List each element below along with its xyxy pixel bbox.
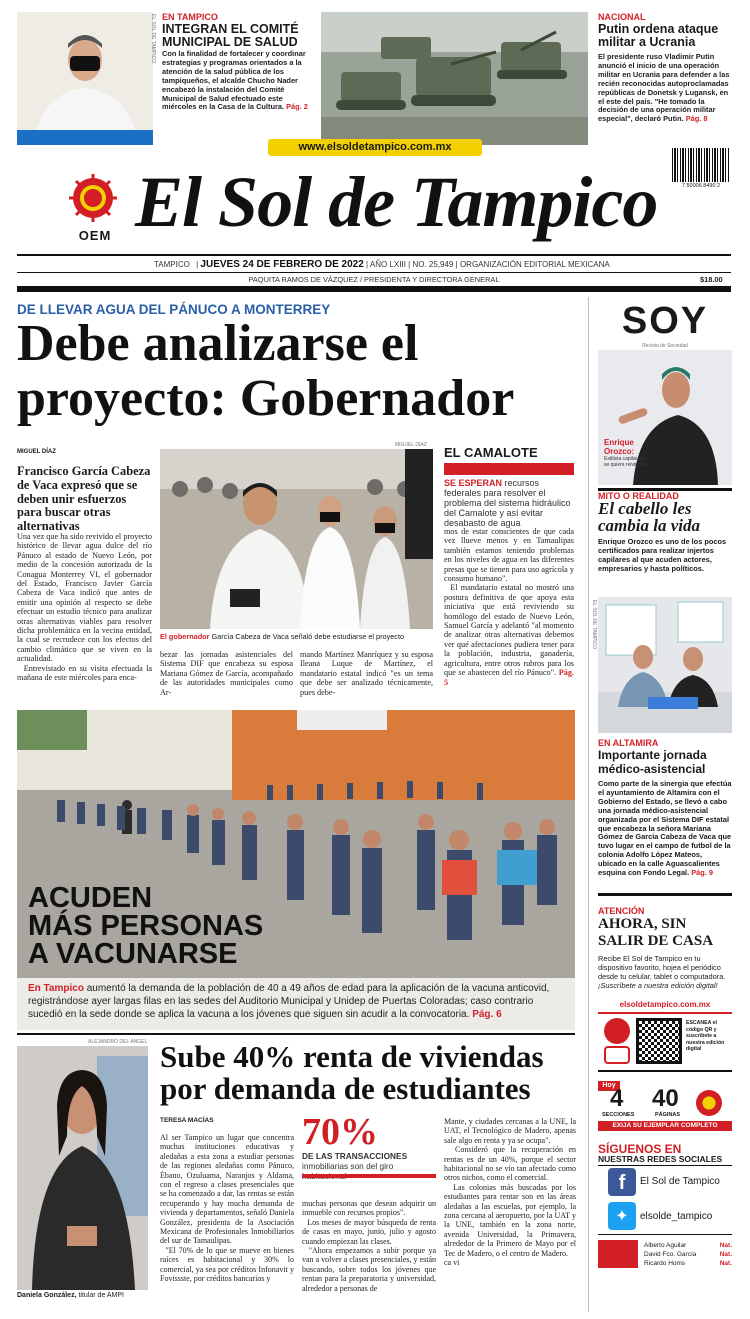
alt-headline[interactable]: Importante jornada médico-asistencial — [598, 748, 707, 776]
app-logo-icon — [604, 1018, 630, 1044]
rail-rule-2 — [598, 893, 732, 896]
sections-count: 4 — [610, 1085, 624, 1112]
alt-kicker: EN ALTAMIRA — [598, 738, 659, 748]
columnist-row[interactable]: Alberto Aguilar Nat. — [644, 1242, 732, 1249]
myth-text: Enrique Orozco es uno de los pocos certificados para realizar injertos capilares al que acuden actores, empresarios y hasta políticos. — [598, 537, 727, 573]
price: $18.00 — [700, 275, 723, 284]
teaser-left-body: Con la finalidad de fortalecer y coordinar estrategias y programas orientados a la atención de la salud pública de los tampiqueños, el alcalde Chucho Nader encabezó la instalación del Comité Municipal de Salud efectuado este miércoles en la Casa de la Cultura. Pág. 2 — [162, 49, 308, 112]
vaccine-headline-line1: ACUDEN — [28, 882, 153, 914]
att-url[interactable]: elsoldetampico.com.mx — [619, 1000, 711, 1009]
lead-photo-credit: MIGUEL DÍAZ — [395, 442, 427, 448]
teaser-right-kicker: NACIONAL — [598, 12, 646, 22]
pages-label: PÁGINAS — [655, 1112, 681, 1118]
vaccine-headline[interactable] — [28, 884, 263, 968]
camalote-bar — [444, 463, 574, 475]
lead-col1: Una vez que ha sido revivido el proyecto histórico de llevar agua dulce del río Pánuco al estado de Nuevo León, por medio de la concesión autorizada de la Conagua Monterrey VI, el gobernador del Estado, Francisco Javier García Cabeza de Vaca indicó que antes de emitir una opinión al respecto se debe efectuar un estudio técnico para analizar otras alternativas viables para resolver dicha problemática en la vecina entidad, la cual se recrudece con los efectos del cambio climático que se viven en la actualidad. Entrevistado en su visita efectuada la mañana de este miércoles para enca- — [17, 532, 152, 683]
teaser-photo-credit: EL SOL DE TAMPICO — [150, 14, 156, 64]
housing-photo-caption: Daniela González, titular de AMPI — [17, 1292, 125, 1299]
sections-label: SECCIONES — [602, 1112, 635, 1118]
lead-photo-governor — [160, 449, 433, 629]
housing-col2: muchas personas que desean adquirir un inmueble con recursos propios". Los meses de mayor búsqueda de renta de casas en mayo, junio, julio y agosto cuando empiezan las clases. "Ahora empezamos a subir porque ya van a volver a clases presenciales, y están buscando, sobre todos los jóvenes que rentan para la preparatoria y universidad, alrededor a personas de — [302, 1199, 437, 1293]
rail-rule-3 — [598, 1070, 732, 1072]
vaccine-headline-line2: MÁS PERSONAS — [28, 910, 264, 942]
teaser-photo-mayor — [17, 12, 153, 145]
qr-text: ESCANEA el código QR y suscríbete a nuestra edición digital — [686, 1020, 725, 1052]
myth-kicker: MITO O REALIDAD — [598, 491, 679, 501]
follow-rule-2 — [598, 1234, 732, 1235]
oem-sun-logo — [66, 174, 120, 224]
alt-photo — [598, 597, 732, 733]
columnists-logo — [598, 1240, 638, 1268]
lead-kicker: DE LLEVAR AGUA DEL PÁNUCO A MONTERREY — [17, 302, 331, 317]
soy-name: Enrique Orozco: Estilista capilar que se quiere reivindicar — [604, 438, 649, 468]
housing-col1: Al ser Tampico un lugar que concentra muchas instituciones educativas y aledañas a esta zona a estudiar personas de las regiones aledañas como Pánuco, Ébano, Ozuluama, Naranjos y Aldama, con el regreso a clases presenciales que se ha comenzado a dar, las rentas se están recuperando y hay mucha demanda de vivienda y departamentos, señaló Daniela González, presidenta de la Asociación Mexicana de Profesionales Inmobiliarios del sur de Tamaulipas. "El 70% de lo que se mueve en bienes raíces es habitacional y 30% lo comercial, ya sea por créditos Infonavit y Fovissste, por créditos bancarios y — [160, 1133, 294, 1284]
teaser-left-headline[interactable]: INTEGRAN EL COMITÉ MUNICIPAL DE SALUD — [162, 22, 299, 49]
att-kicker: ATENCIÓN — [598, 906, 645, 916]
pages-count: 40 — [652, 1085, 679, 1112]
teaser-photo-tanks — [321, 12, 588, 145]
housing-photo-credit: ALEJANDRO DEL ÁNGEL — [88, 1039, 148, 1045]
columnist-row[interactable]: David Fco. García Nat. — [644, 1251, 732, 1258]
alt-text: Como parte de la sinergia que efectúa el ayuntamiento de Altamira con el Gobierno del Estado, se llevó a cabo una jornada médico-asistencial organizada por el Sistema DIF estatal que encabeza la señora Mariana Gómez de García Cabeza de Vaca que tuvo lugar en el campo de futbol de la colonia Adolfo López Mateos, ubicado en la calle Aguascalientes esquina con Fondo Legal. Pág. 9 — [598, 779, 732, 878]
follow-sub: NUESTRAS REDES SOCIALES — [598, 1154, 723, 1164]
soy-sub: Revista de Sociedad — [642, 343, 688, 349]
mayor-illustration — [17, 12, 153, 145]
lead-headline[interactable]: Debe analizarse el proyecto: Gobernador — [17, 315, 515, 427]
vaccine-caption: En Tampico aumentó la demanda de la población de 40 a 49 años de edad para la aplicación de la vacuna anticovid, registrándose ayer largas filas en las sedes del Auditorio Municipal y Unidep de Puertas Coloradas; caso contrario sucedió en la sede donde se aplica la vacuna a los jóvenes que siguen sin acudir a la convocatoria. Pág. 6 — [28, 983, 550, 1020]
housing-stat-bar — [302, 1174, 436, 1178]
site-url-banner[interactable]: www.elsoldetampico.com.mx — [268, 139, 482, 156]
tanks-illustration — [321, 12, 588, 145]
housing-col3: Mante, y ciudades cercanas a la UNE, la UAT, el Tecnológico de Madero, apenas sale algo en renta y ya se ocupa". Consideró que la recuperación en rentas es de un 40%, porque el sector habitacional no se vio tan afectado como otros nichos, como el comercial. Las colonias más buscadas por los estudiantes para rentar son en las áreas aledañas a las escuelas, por ejemplo, la zona cercana al aeropuerto, por la UAT y la UNE, también en la zona norte, avenida Universidad, la Primavera, alrededor de la Primero de Mayo por el Tec de Madero, o el centro de Madero. ca vi — [444, 1117, 577, 1268]
teaser-right-headline[interactable]: Putin ordena ataque militar a Ucrania — [598, 22, 719, 49]
teaser-right-body: El presidente ruso Vladimir Putin anunció el inicio de una operación militar en Ucrania para defender a las recién reconocidas autoproclamadas repúblicas de Donetsk y Lugansk, en el este del país. "He tomado la decisión de una operación militar especial", declaró Putin. Pág. 8 — [598, 52, 730, 124]
myth-headline[interactable]: El cabello les cambia la vida — [598, 499, 700, 535]
facebook-handle[interactable]: El Sol de Tampico — [640, 1176, 720, 1187]
rail-divider — [588, 297, 589, 1312]
dateline: TAMPICO | JUEVES 24 DE FEBRERO DE 2022 | AÑO LXIII | NO. 25,949 | ORGANIZACIÓN EDITORIAL MEXICANA — [154, 259, 610, 270]
facebook-icon[interactable]: f — [608, 1168, 636, 1196]
vaccine-rule — [17, 1033, 575, 1035]
lead-col2: bezar las jornadas asistenciales del Sistema DIF que encabeza su esposa Mariana Gómez de García, acompañado de las autoridades municipales como Ar- — [160, 650, 293, 697]
qr-code[interactable] — [636, 1018, 682, 1064]
copy-label: EXIJA SU EJEMPLAR COMPLETO — [598, 1121, 732, 1131]
camalote-text: SE ESPERAN recursos federales para resolver el problema del sistema hidráulico del Camalote y así evitar desabasto de agua — [444, 478, 571, 528]
att-headline[interactable]: AHORA, SIN SALIR DE CASA — [598, 916, 714, 949]
soy-logo[interactable]: SOY — [621, 300, 709, 342]
lead-col3: mando Martínez Manríquez y su esposa Ileana Luque de Martínez, el mandatario estatal indicó "es un tema que debe ser analizado técnicamente, pues debe- — [300, 650, 433, 697]
vaccine-headline-line3: A VACUNARSE — [28, 938, 238, 970]
oem-label: OEM — [78, 228, 112, 243]
housing-byline: TERESA MACÍAS — [160, 1117, 214, 1124]
att-url-rule — [598, 1012, 732, 1014]
camalote-title[interactable]: EL CAMALOTE — [444, 445, 538, 460]
lead-col4: mos de estar conscientes de que cada vez llueve menos y en Tamaulipas también estamos teniendo problemas en los niveles de agua en las diferentes presas que se tienen para uso agrícola y consumo humano". El mandatario estatal no mostró una postura definitiva de que apoya esta iniciativa que está reviviendo su homólogo del estado de Nuevo León, Samuel García y adelantó "al momento de analizar otras alternativas debemos ver qué afectaciones pudiera tener para la población, industria, ganadería, agricultura, entre otros rubros para los que se abastecen del río Pánuco". Pág. 5 — [444, 527, 574, 687]
teaser-left-kicker: EN TAMPICO — [162, 12, 218, 22]
lead-byline: MIGUEL DÍAZ — [17, 449, 56, 455]
lead-photo-caption: El gobernador García Cabeza de Vaca señaló debe estudiarse el proyecto — [160, 632, 405, 641]
lead-deck: Francisco García Cabeza de Vaca expresó que se deben unir esfuerzos para buscar otras alternativas — [17, 464, 151, 534]
small-sun-icon — [696, 1090, 722, 1116]
housing-stat-text: DE LAS TRANSACCIONES inmobiliarias son del giro — [302, 1151, 408, 1171]
masthead-rule-top — [17, 254, 731, 256]
columnist-row[interactable]: Ricardo Homs Nat. — [644, 1260, 732, 1267]
att-text: Recibe El Sol de Tampico en tu dispositivo favorito, hojea el periódico desde tu celular, tablet o computadora. ¡Suscríbete a nuestra edición digital! — [598, 954, 726, 990]
columnists-box — [598, 1240, 732, 1270]
masthead-rule-bottom — [17, 286, 731, 292]
alt-photo-credit: EL SOL DE TAMPICO — [591, 600, 597, 650]
housing-headline[interactable]: Sube 40% renta de viviendas por demanda de estudiantes — [160, 1039, 544, 1106]
follow-rule — [598, 1165, 732, 1166]
twitter-icon[interactable]: ✦ — [608, 1202, 636, 1230]
barcode-number: 7 50006 8490 2 — [681, 183, 721, 189]
masthead-rule-mid — [17, 272, 731, 273]
director-line: PAQUITA RAMOS DE VÁZQUEZ / PRESIDENTA Y DIRECTORA GENERAL — [248, 275, 500, 284]
housing-stat: 70% — [302, 1111, 378, 1153]
masthead-title[interactable]: El Sol de Tampico — [135, 162, 658, 242]
follow-title: SÍGUENOS EN — [598, 1142, 682, 1156]
twitter-handle[interactable]: elsolde_tampico — [640, 1211, 713, 1222]
play-icon — [604, 1046, 630, 1064]
housing-photo-ampi — [17, 1046, 148, 1290]
hoy-badge: Hoy — [598, 1081, 620, 1091]
